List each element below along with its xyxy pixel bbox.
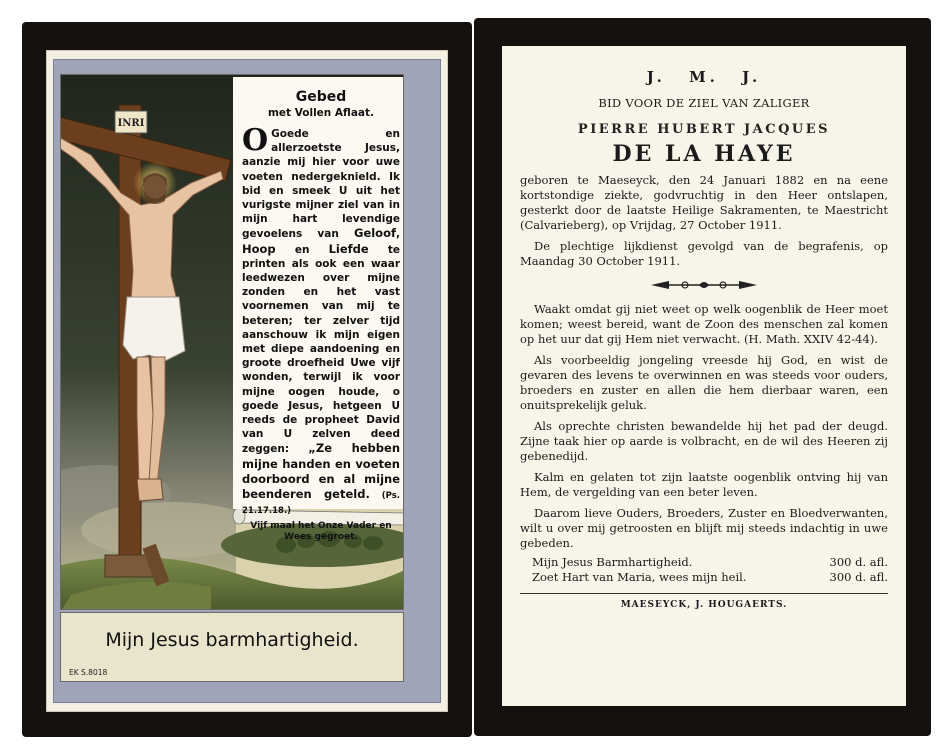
prayer-quote: „Ze hebben mijne handen en voeten doorboord en al mijne beenderen geteld. [242, 441, 401, 502]
ornament-divider [649, 278, 759, 292]
prayer-hope: Hoop [242, 241, 276, 256]
caption-box [60, 612, 404, 682]
prayer-title: Gebed [295, 89, 347, 105]
funeral-paragraph: De plechtige lijkdienst gevolgd van de begrafenis, op Maandag 30 October 1911. [520, 239, 888, 268]
youth-paragraph: Als voorbeeldig jongeling vreesde hij God, en wist de gevaren des levens te overwinnen en was steeds voor ouders, broeders en zuster en allen die hem dierbaar waren, een onuitsprekelijk geluk. [520, 353, 888, 412]
prayer-love: Liefde [328, 241, 369, 256]
prayer-subtitle: met Vollen Aflaat. [267, 107, 375, 119]
right-card [474, 18, 931, 736]
prayer-faith: Geloof [354, 226, 396, 241]
left-card [22, 22, 472, 737]
devotional-frame [46, 50, 448, 712]
prayer-body [242, 123, 401, 518]
divider-rule [520, 593, 888, 594]
caption: Mijn Jesus barmhartigheid. [105, 629, 359, 651]
prayer-sep2: en [275, 243, 329, 256]
prayer-sep1: , [396, 228, 400, 241]
prayer-reference: (Ps. 21.17.18.) [242, 491, 400, 517]
prayer-body-part1: Goede en allerzoetste Jesus, aanzie mij hier voor uwe voeten nedergeknield. Ik bid en smeek U uit het vurigste mijner ziel van in mijn hart levendige gevoelens van [242, 128, 400, 241]
prayer-body-part2: te printen als ook een waar leedwezen over mijne zonden en het vast voornemen van mij te beteren; ter zelver tijd aanschouw ik mijn eigen met diepe aandoening en groote droefheid Uwe vijf wonden, terwijl ik voor mijne oogen houde, o goede Jesus, hetgeen U reeds de propheet David van U zelven deed zeggen: [242, 243, 400, 456]
farewell-paragraph: Daarom lieve Ouders, Broeders, Zuster en Bloedverwanten, wilt u over mij getroosten en blijft mij steeds indachtig in uwe gebeden. [520, 506, 888, 550]
indulgence-value: 300 d. afl. [829, 555, 888, 569]
indulgence-text: Zoet Hart van Maria, wees mijn heil. [532, 570, 747, 584]
indulgence-item [520, 555, 888, 570]
deceased-first-names: PIERRE HUBERT JACQUES [577, 122, 831, 137]
crucifixion-picture [60, 74, 404, 610]
birth-death-paragraph: geboren te Maeseyck, den 24 Januari 1882 en na eene kortstondige ziekte, godvruchtig in den Heer ontslapen, gesterkt door de laatste Heilige Sakramenten, te Maestricht (Calvarieberg), op Vrijdag, 27 October 1911. [520, 173, 888, 232]
scripture-paragraph: Waakt omdat gij niet weet op welk oogenblik de Heer moet komen; weest bereid, want de Zoon des menschen zal komen op het uur dat gij Hem niet verwacht. (H. Math. XXIV 42-44). [520, 302, 888, 346]
prayer-footer: Vijf maal het Onze Vader en Wees gegroet. [250, 521, 392, 543]
deceased-surname: DE LA HAYE [612, 141, 796, 167]
inri-text: INRI [117, 118, 145, 129]
memorial-text-paper [502, 46, 906, 706]
calm-paragraph: Kalm en gelaten tot zijn laatste oogenblik ontving hij van Hem, de vergelding van een beter leven. [520, 470, 888, 499]
memorial-text [520, 58, 888, 610]
print-code: EK S.8018 [69, 668, 108, 677]
jmj-heading: J. M. J. [646, 68, 762, 86]
indulgence-list [520, 555, 888, 585]
drop-cap: O [242, 123, 269, 158]
blue-border [53, 59, 441, 703]
prayer-text-block [236, 87, 404, 543]
indulgence-value: 300 d. afl. [829, 570, 888, 584]
indulgence-text: Mijn Jesus Barmhartigheid. [532, 555, 693, 569]
printer-credit: MAESEYCK, J. HOUGAERTS. [620, 600, 788, 610]
christian-paragraph: Als oprechte christen bewandelde hij het pad der deugd. Zijne taak hier op aarde is volbracht, en de wil des Heeren zij gebenedijd. [520, 419, 888, 463]
prayer-request: BID VOOR DE ZIEL VAN ZALIGER [598, 96, 810, 110]
indulgence-item [520, 570, 888, 585]
